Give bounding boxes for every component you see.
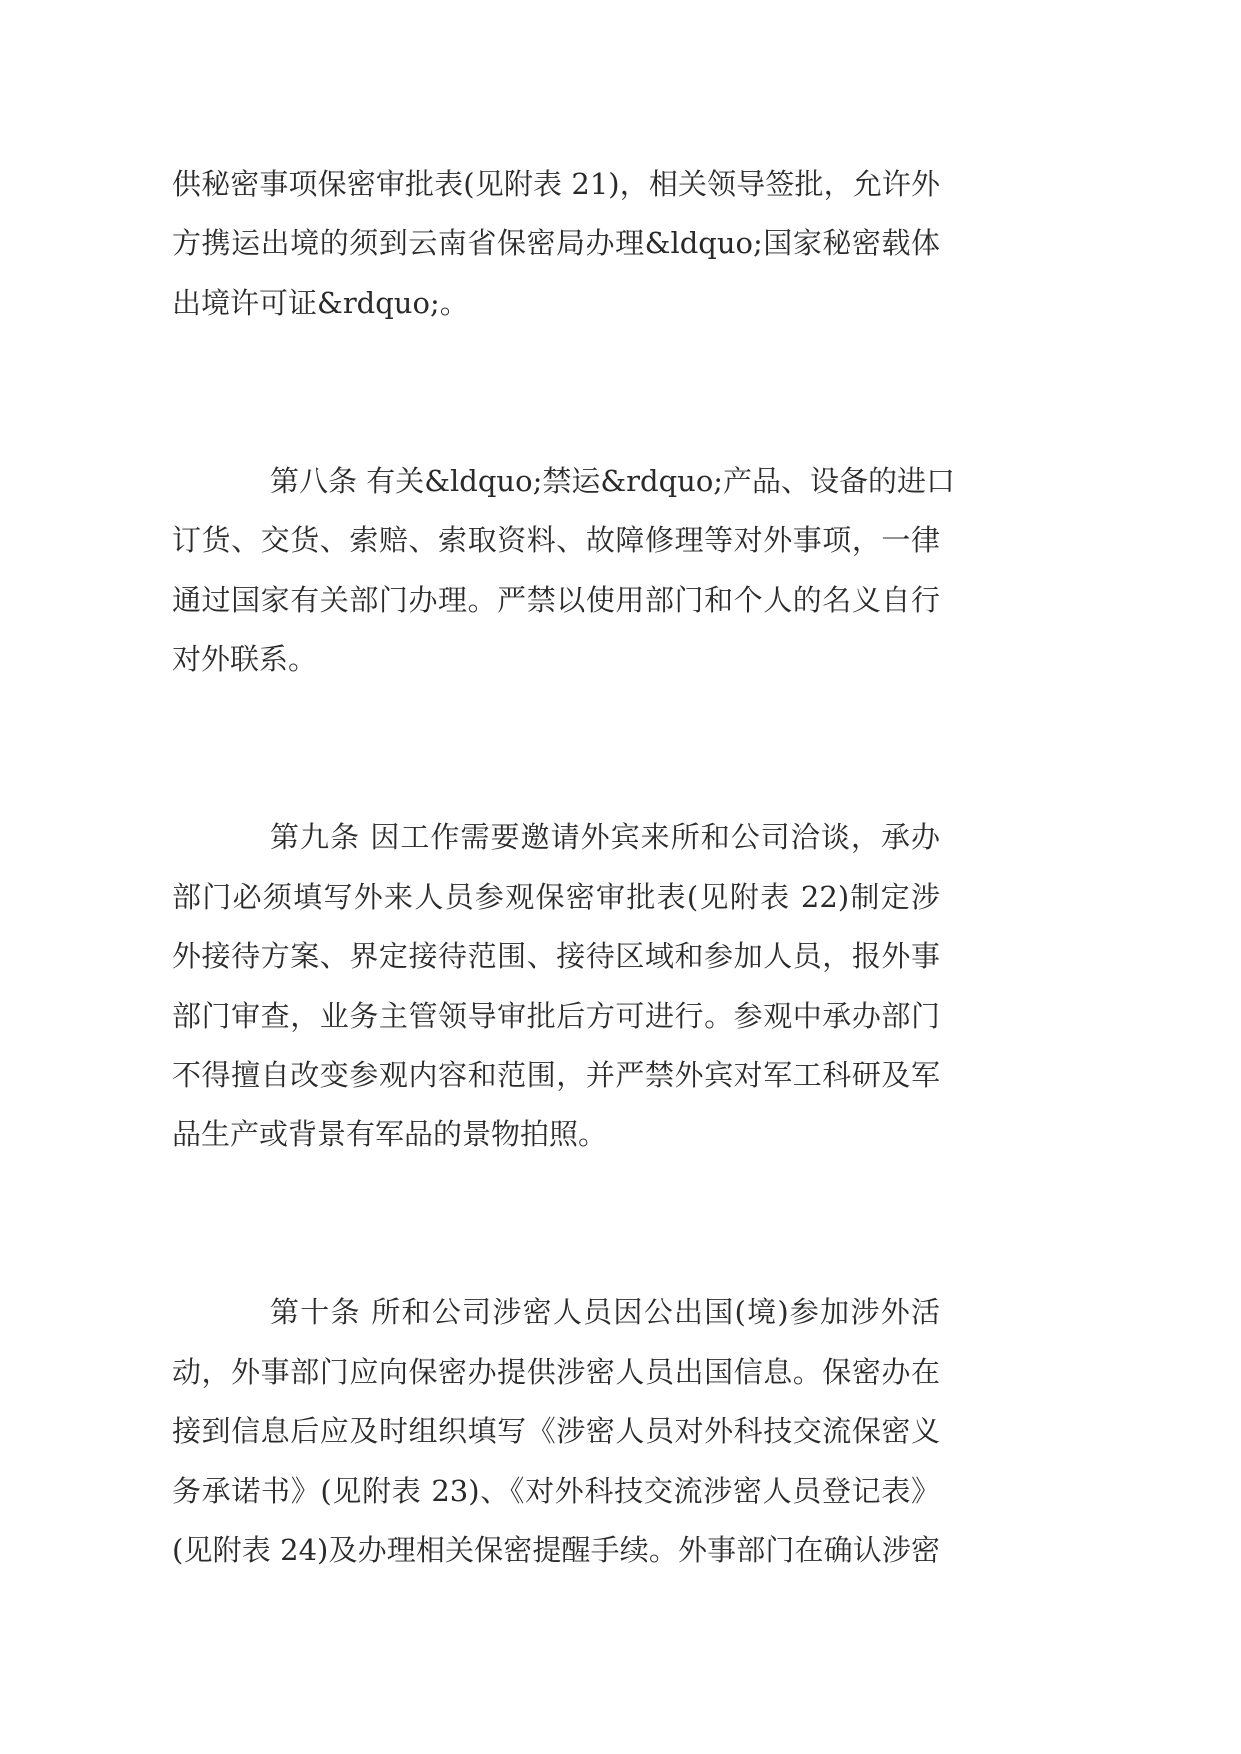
paragraph-line: 部门审查，业务主管领导审批后方可进行。参观中承办部门 bbox=[172, 998, 940, 1033]
paragraph-line: 外接待方案、界定接待范围、接待区域和参加人员，报外事 bbox=[172, 939, 940, 974]
paragraph-line: 第八条 有关&ldquo;禁运&rdquo;产品、设备的进口 bbox=[270, 463, 956, 498]
paragraph-line: 订货、交货、索赔、索取资料、故障修理等对外事项，一律 bbox=[172, 523, 940, 558]
paragraph-line: 对外联系。 bbox=[172, 642, 318, 677]
paragraph-line: 部门必须填写外来人员参观保密审批表(见附表 22)制定涉 bbox=[172, 879, 940, 914]
article-8 bbox=[172, 452, 956, 690]
paragraph-line: 通过国家有关部门办理。严禁以使用部门和个人的名义自行 bbox=[172, 582, 940, 617]
paragraph-line: (见附表 24)及办理相关保密提醒手续。外事部门在确认涉密 bbox=[172, 1533, 940, 1568]
paragraph-line: 务承诺书》(见附表 23)、《对外科技交流涉密人员登记表》 bbox=[172, 1473, 940, 1508]
paragraph-line: 方携运出境的须到云南省保密局办理&ldquo;国家秘密载体 bbox=[172, 226, 940, 261]
paragraph-line: 第十条 所和公司涉密人员因公出国(境)参加涉外活 bbox=[270, 1295, 940, 1330]
paragraph-line: 品生产或背景有军品的景物拍照。 bbox=[172, 1117, 608, 1152]
article-9 bbox=[172, 808, 940, 1164]
paragraph-line: 动，外事部门应向保密办提供涉密人员出国信息。保密办在 bbox=[172, 1354, 940, 1389]
paragraph-line: 接到信息后应及时组织填写《涉密人员对外科技交流保密义 bbox=[172, 1414, 940, 1449]
paragraph-line: 出境许可证&rdquo;。 bbox=[172, 285, 469, 320]
paragraph-line: 不得擅自改变参观内容和范围，并严禁外宾对军工科研及军 bbox=[172, 1057, 940, 1092]
paragraph-continuation bbox=[172, 155, 940, 333]
document-body bbox=[172, 155, 956, 1580]
paragraph-line: 第九条 因工作需要邀请外宾来所和公司洽谈，承办 bbox=[270, 820, 940, 855]
article-10 bbox=[172, 1283, 940, 1580]
paragraph-line: 供秘密事项保密审批表(见附表 21)，相关领导签批，允许外 bbox=[172, 167, 940, 201]
